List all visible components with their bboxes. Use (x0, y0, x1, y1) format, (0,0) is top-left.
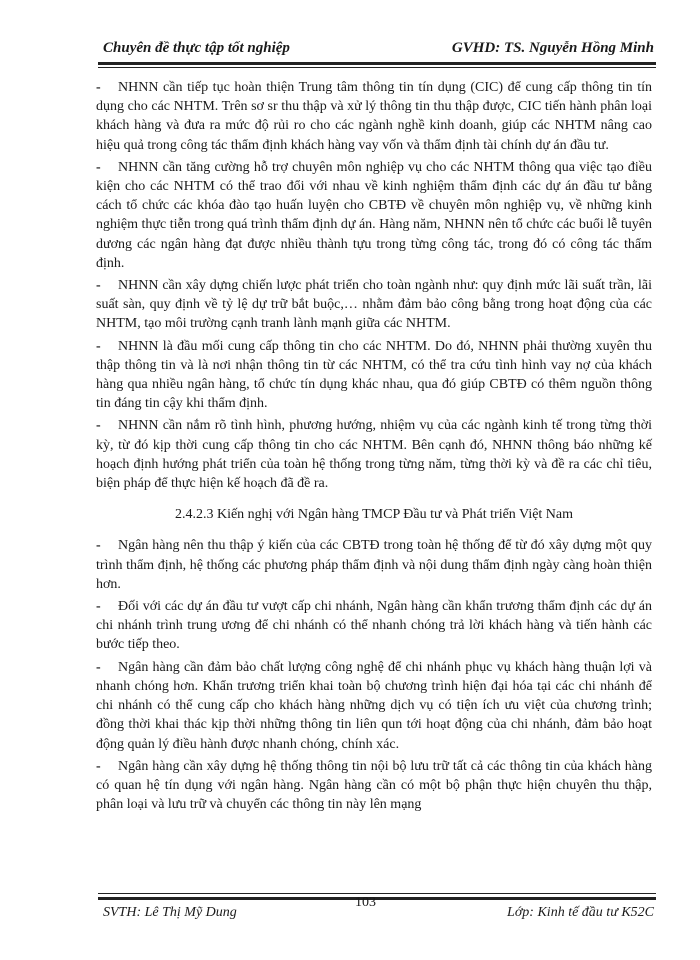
paragraph-text: Ngân hàng cần đảm bảo chất lượng công nghệ để chi nhánh phục vụ khách hàng thuận lợi và nhanh chóng hơn. Khẩn trương triển khai toàn bộ chương trình hiện đại hóa tại các chi nhánh để chi nhánh có thể cung cấp cho khách hàng những dịch vụ có tiện ích ưu việt của chương trình; đồng thời khai thác kịp thời những thông tin liên qun tới hoạt động của chi nhánh, đảm bảo hoạt động quản lý điều hành được nhanh chóng, chính xác. (96, 659, 652, 752)
bullet-marker: - (96, 599, 101, 615)
footer-rule-thin (98, 893, 656, 894)
paragraph-text: Ngân hàng nên thu thập ý kiến của các CBTĐ trong toàn hệ thống để từ đó xây dựng một quy trình thẩm định, hệ thống các phương pháp thẩm định và nội dung thẩm định ngày càng hoàn thiện hơn. (96, 538, 652, 592)
header-rule-thin (98, 67, 656, 68)
paragraph-information-hub (96, 337, 652, 414)
paragraph-feedback (96, 536, 652, 594)
bullet-marker: - (96, 538, 101, 554)
page-header (103, 36, 654, 62)
paragraph-training (96, 158, 652, 273)
bullet-marker: - (96, 159, 101, 175)
paragraph-text: NHNN cần tăng cường hỗ trợ chuyên môn nghiệp vụ cho các NHTM thông qua việc tạo điều kiện cho các NHTM có thể trao đổi với nhau về kinh nghiệm thẩm định các dự án đầu tư bằng cách tổ chức các khóa đào tạo huấn luyện cho CBTĐ về chuyên môn nghiệp vụ, về những kinh nghiệm thực tiễn trong quá trình thẩm định dự án. Hàng năm, NHNN nên tổ chức các buổi lễ tuyên dương các ngân hàng đạt được nhiều thành tựu trong từng công tác, trong đó có công tác thẩm định. (96, 159, 652, 271)
footer-rule-thick (98, 897, 656, 900)
paragraph-internal-info-system (96, 757, 652, 815)
header-thesis-title: Chuyên đề thực tập tốt nghiệp (103, 40, 290, 56)
paragraph-cic (96, 78, 652, 155)
bullet-marker: - (96, 758, 101, 774)
bullet-marker: - (96, 659, 101, 675)
paragraph-appraisal-speed (96, 597, 652, 655)
section-heading: 2.4.2.3 Kiến nghị với Ngân hàng TMCP Đầu tư và Phát triển Việt Nam (174, 507, 574, 523)
bullet-marker: - (96, 80, 101, 95)
page-body (96, 78, 652, 817)
bullet-marker: - (96, 338, 101, 354)
footer-class: Lớp: Kinh tế đầu tư K52C (507, 905, 654, 920)
paragraph-strategy (96, 276, 652, 334)
bullet-marker: - (96, 278, 101, 294)
paragraph-text: NHNN là đầu mối cung cấp thông tin cho các NHTM. Do đó, NHNN phải thường xuyên thu thập thông tin và là nơi nhận thông tin từ các NHTM, có thể tra cứu tình hình vay nợ của khách hàng qua nhiều ngân hàng, tổ chức tín dụng khác nhau, qua đó giúp CBTĐ có thêm nguồn thông tin đáng tin cậy khi thẩm định. (96, 338, 652, 412)
paragraph-text: NHNN cần tiếp tục hoàn thiện Trung tâm thông tin tín dụng (CIC) để cung cấp thông tin tín dụng cho các NHTM. Trên sơ sr thu thập và xử lý thông tin thu thập được, CIC tiến hành phân loại khách hàng và đưa ra mức độ rủi ro cho các ngành nghề kinh doanh, giúp các NHTM nâng cao hiệu quả trong công tác thẩm định khách hàng vay vốn và thẩm định tài chính dự án đầu tư. (96, 80, 652, 153)
paragraph-economic-sectors (96, 416, 652, 493)
page-number: 103 (355, 895, 376, 910)
bullet-marker: - (96, 418, 101, 434)
footer-student: SVTH: Lê Thị Mỹ Dung (103, 905, 237, 920)
paragraph-technology (96, 658, 652, 754)
paragraph-text: Ngân hàng cần xây dựng hệ thống thông tin nội bộ lưu trữ tất cả các thông tin của khách hàng có quan hệ tín dụng với ngân hàng. Ngân hàng cần có một bộ phận thực hiện chuyên thu thập, phân loại và lưu trữ và chuyển các thông tin này lên mạng (96, 758, 652, 813)
header-rule-thick (98, 62, 656, 65)
paragraph-text: NHNN cần xây dựng chiến lược phát triển cho toàn ngành như: quy định mức lãi suất trần, lãi suất sàn, quy định về tỷ lệ dự trữ bắt buộc,… nhằm đảm bảo công bằng trong hoạt động của các NHTM, tạo môi trường cạnh tranh lành mạnh giữa các NHTM. (96, 278, 652, 332)
paragraph-text: NHNN cần nắm rõ tình hình, phương hướng, nhiệm vụ của các ngành kinh tế trong từng thời kỳ, từ đó kịp thời cung cấp thông tin cho các NHTM. Bên cạnh đó, NHNN thông báo những kế hoạch định hướng phát triển của toàn hệ thống trong từng năm, từng thời kỳ và đề ra các chỉ tiêu, biện pháp để thực hiện kế hoạch đã đề ra. (96, 418, 652, 492)
page-footer (103, 895, 654, 925)
paragraph-text: Đối với các dự án đầu tư vượt cấp chi nhánh, Ngân hàng cần khẩn trương thẩm định các dự án chi nhánh trình trung ương để chi nhánh có thể nhanh chóng trả lời khách hàng và tiến hành các bước tiếp theo. (96, 599, 652, 653)
header-supervisor: GVHD: TS. Nguyễn Hồng Minh (451, 40, 654, 56)
